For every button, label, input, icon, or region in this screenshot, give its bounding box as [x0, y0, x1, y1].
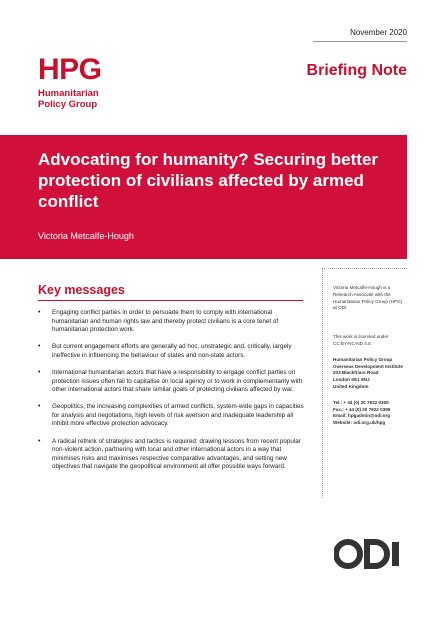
- sidebar-top-divider: [322, 268, 407, 269]
- address-line: United Kingdom: [333, 383, 369, 389]
- logo-subtitle: [38, 88, 102, 110]
- author-note-line: Humanitarian Policy Group (HPG): [333, 298, 403, 304]
- address-line: Humanitarian Policy Group: [333, 356, 393, 362]
- key-message-item: [38, 403, 306, 429]
- postal-address: [333, 357, 413, 391]
- document-type: Briefing Note: [306, 62, 407, 79]
- author-note: [333, 285, 413, 312]
- sidebar: [333, 285, 413, 436]
- key-message-text: Geopolitics, the increasing complexities of armed conflicts, system-wide gaps in capacities for analysis and negotiations, high levels of risk aversion and inadequate leadership all inhibit more effective protection advocacy.: [52, 403, 304, 428]
- key-messages-divider: [38, 300, 303, 301]
- key-message-item: [38, 369, 306, 395]
- address-line: London SE1 8NJ: [333, 377, 370, 383]
- logo-subtitle-line-1: Humanitarian: [38, 88, 99, 99]
- bullet-icon: •: [38, 309, 41, 316]
- address-line: 203 Blackfriars Road: [333, 370, 379, 376]
- author-note-line: Victoria Metcalfe-Hough is a: [333, 285, 391, 290]
- contact-line: Email: hpgadmin@odi.org: [333, 413, 391, 419]
- logo-wordmark: HPG: [38, 53, 102, 86]
- licence-line: CC BY-NC-ND 4.0.: [333, 340, 372, 346]
- bullet-icon: •: [38, 437, 41, 445]
- contact-line: Fax.: + 44 (0) 20 7922 0399: [333, 406, 391, 412]
- bullet-icon: •: [38, 403, 41, 411]
- key-message-text: International humanitarian actors that have a responsibility to engage conflict parties on protection issues often fail to capitalise on local agency or to work in complementarity with other international actors that share similar goals of protecting civilians affected by war.: [52, 368, 303, 394]
- key-message-text: A radical rethink of strategies and tactics is required: drawing lessons from recent popular non-violent action, partnering with local and other international actors in a way that minimises risks and maximises respective comparative advantages, and setting new objectives that navigate the geopolitical environment all offer possible ways forward.: [52, 437, 301, 471]
- key-messages-list: [38, 309, 306, 480]
- address-line: Overseas Development Institute: [333, 363, 403, 369]
- author-name: Victoria Metcalfe-Hough: [38, 231, 134, 241]
- key-message-item: [38, 309, 306, 335]
- contact-line: Website: odi.org.uk/hpg: [333, 420, 386, 426]
- author-note-line: Research Associate with the: [333, 291, 391, 297]
- author-note-line: at ODI.: [333, 305, 348, 311]
- odi-logo-icon: [334, 538, 406, 570]
- key-message-item: [38, 343, 306, 360]
- bullet-icon: •: [38, 343, 41, 351]
- sidebar-divider: [322, 268, 323, 498]
- document-title: Advocating for humanity? Securing better protection of civilians affected by armed conflict: [38, 150, 379, 211]
- date-divider: [313, 41, 407, 42]
- key-message-item: [38, 438, 306, 472]
- title-banner: [0, 135, 407, 259]
- logo-subtitle-line-2: Policy Group: [38, 99, 98, 110]
- licence-note: [333, 334, 413, 348]
- licence-line: This work is licensed under: [333, 334, 389, 340]
- key-messages-heading: Key messages: [38, 283, 125, 297]
- bullet-icon: •: [38, 368, 41, 376]
- key-message-text: But current engagement efforts are generally ad hoc, unstrategic and, critically, largely ineffective in influencing the behaviour of states and non-state actors.: [52, 343, 292, 359]
- hpg-logo: [38, 53, 102, 110]
- key-message-text: Engaging conflict parties in order to persuade them to comply with international humanitarian and human rights law and thereby protect civilians is a core tenet of humanitarian protection work.: [52, 309, 279, 334]
- contact-details: [333, 400, 413, 427]
- contact-line: Tel.: + 44 (0) 20 7922 0300: [333, 399, 389, 405]
- publication-date: November 2020: [350, 28, 407, 37]
